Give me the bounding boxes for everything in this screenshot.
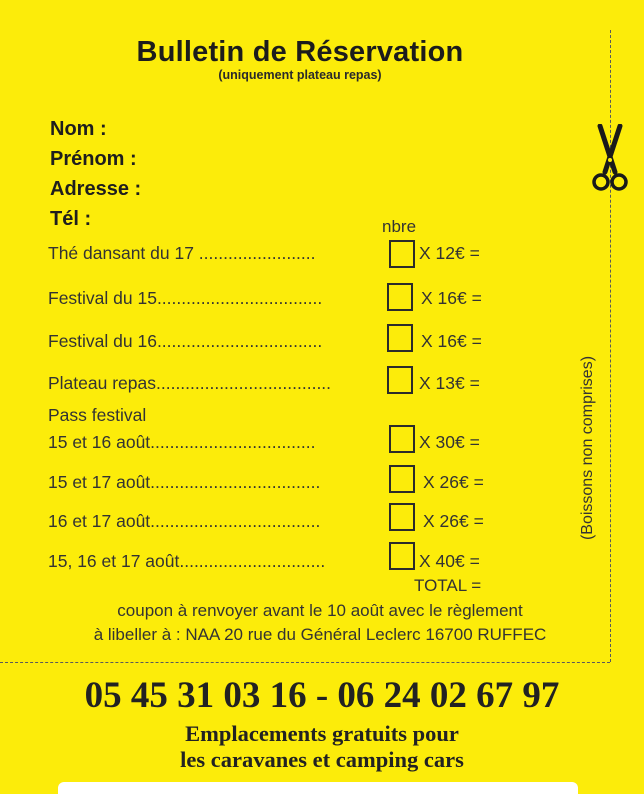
form-title: Bulletin de Réservation: [136, 36, 464, 68]
quantity-box-festival-16[interactable]: [387, 324, 413, 352]
total-label: TOTAL =: [414, 576, 482, 595]
scissors-icon: [588, 124, 632, 199]
row-price-pass-16-17: X 26€ =: [423, 511, 484, 531]
coupon-instructions-line1: coupon à renvoyer avant le 10 août avec le règlement: [117, 601, 523, 620]
form-subtitle: (uniquement plateau repas): [218, 68, 382, 82]
quantity-box-the-dansant[interactable]: [389, 240, 415, 268]
row-label-festival-15: Festival du 15..................................: [48, 288, 323, 308]
cut-line-horizontal: [0, 662, 610, 663]
nom-field-label: Nom :: [50, 118, 107, 140]
quantity-box-pass-15-16[interactable]: [389, 425, 415, 453]
phone-numbers: 05 45 31 03 16 - 06 24 02 67 97: [84, 675, 560, 716]
quantity-box-pass-15-17[interactable]: [389, 465, 415, 493]
row-price-pass-15-16: X 30€ =: [419, 432, 480, 452]
next-panel-edge: [58, 782, 578, 794]
row-price-festival-15: X 16€ =: [421, 288, 482, 308]
row-label-plateau-repas: Plateau repas....................................: [48, 373, 332, 393]
row-label-the-dansant: Thé dansant du 17 ........................: [48, 243, 316, 263]
row-price-plateau-repas: X 13€ =: [419, 373, 480, 393]
row-label-pass-15-16-17: 15, 16 et 17 août..............................: [48, 551, 326, 571]
row-label-pass-16-17: 16 et 17 août...................................: [48, 511, 321, 531]
row-price-pass-15-17: X 26€ =: [423, 472, 484, 492]
quantity-box-pass-15-16-17[interactable]: [389, 542, 415, 570]
drinks-note: (Boissons non comprises): [579, 355, 596, 541]
coupon-instructions-line2: à libeller à : NAA 20 rue du Général Leclerc 16700 RUFFEC: [93, 625, 547, 644]
quantity-box-festival-15[interactable]: [387, 283, 413, 311]
quantity-box-plateau-repas[interactable]: [387, 366, 413, 394]
row-label-pass-15-16: 15 et 16 août..................................: [48, 432, 316, 452]
quantity-box-pass-16-17[interactable]: [389, 503, 415, 531]
free-pitches-line1: Emplacements gratuits pour: [185, 721, 459, 746]
row-price-pass-15-16-17: X 40€ =: [419, 551, 480, 571]
row-price-festival-16: X 16€ =: [421, 331, 482, 351]
quantity-column-header: nbre: [382, 217, 417, 236]
row-label-festival-16: Festival du 16..................................: [48, 331, 323, 351]
free-pitches-line2: les caravanes et camping cars: [180, 747, 464, 772]
row-price-the-dansant: X 12€ =: [419, 243, 480, 263]
tel-field-label: Tél :: [50, 208, 92, 230]
row-label-pass-15-17: 15 et 17 août...................................: [48, 472, 321, 492]
adresse-field-label: Adresse :: [50, 178, 142, 200]
pass-festival-heading: Pass festival: [48, 405, 147, 425]
prenom-field-label: Prénom :: [50, 148, 137, 170]
